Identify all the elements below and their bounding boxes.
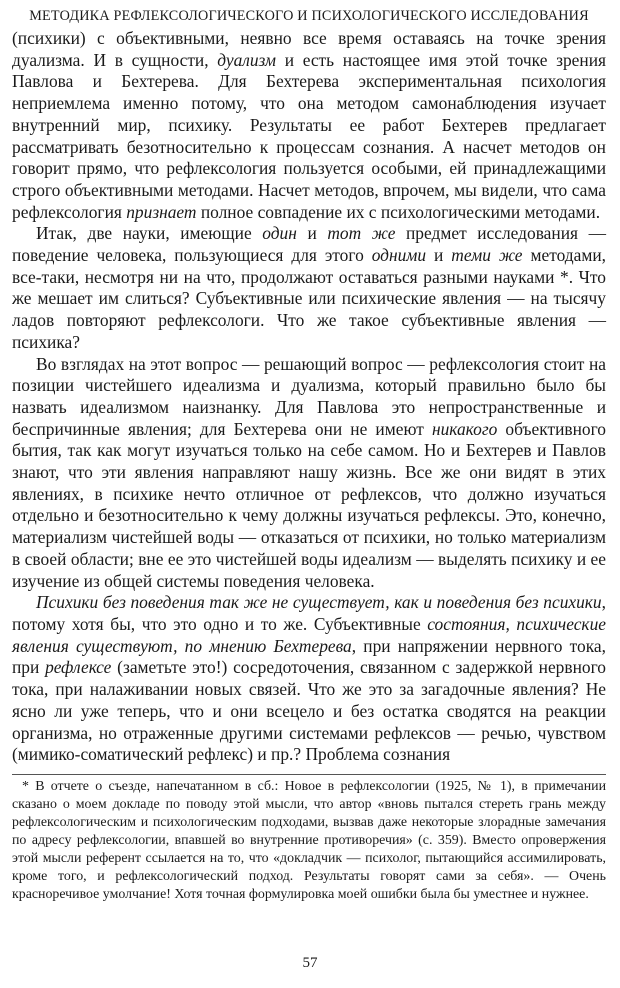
text-run: (психики) с объективными, неявно все время оставаясь на точке зрения дуализма. И в сущности, <box>12 28 606 70</box>
paragraph <box>12 223 606 353</box>
running-head: МЕТОДИКА РЕФЛЕКСОЛОГИЧЕСКОГО И ПСИХОЛОГИЧЕСКОГО ИССЛЕДОВАНИЯ <box>29 8 589 24</box>
italic-text: один <box>262 223 297 244</box>
text-run: , потому хотя бы, что это одно и то же. Субъективные <box>12 592 606 634</box>
italic-text: состояния, психические явления существуют, по мнению Бехтерева <box>12 613 606 656</box>
italic-text: дуализм <box>217 49 276 70</box>
text-run: и <box>426 245 452 266</box>
text-run: предмет исследования — поведение человека, пользующиеся для этого <box>12 223 606 266</box>
text-run: Во взглядах на этот вопрос — решающий вопрос — рефлексология стоит на позиции чистейшего идеализма и дуализма, который правильно было бы назвать идеализмом наизнанку. Для Павлова это непространственные и беспричинные явления; для Бехтерева они не имеют <box>12 353 606 439</box>
main-text <box>12 28 606 766</box>
text-run: объективного бытия, так как могут изучаться только на себе самом. Но и Бехтерев и Павлов знают, что эти явления направляют нашу жизнь. Все же они видят в этих явлениях, в психике нечто отличное от рефлексов, что должно изучаться отдельно и безотносительно к чему должны изучаться рефлексы. Это, конечно, материализм чистейшей воды — отказаться от психики, но только материализм в своей области; вне ее это чистейшей воды идеализм — выделять психику и ее изучение из общей системы поведения человека. <box>12 418 606 591</box>
text-run: , при напряжении нервного тока, при <box>12 635 606 678</box>
footnote: * В отчете о съезде, напечатанном в сб.: Новое в рефлексологии (1925, № 1), в примечании сказано о моем докладе по поводу этой мысли, что автор «вновь пытался стереть грань между рефлексологическим и психологическим подходами, вызвав даже некоторые злорадные замечания по адресу рефлексологии, впавшей во внутренние противоречия» (с. 359). Вместо опровержения этой мысли референт ссылается на то, что «докладчик — психолог, пытающийся ассимилировать, кроме того, и рефлексологический подход. Результаты говорят сами за себя». — Очень красноречивое умолчание! Хотя точная формулировка моей ошибки была бы уместнее и нужнее. <box>12 778 606 902</box>
text-run: (заметьте это!) сосредоточения, связанном с задержкой нервного тока, при налаживании новых связей. Что же это за загадочные явления? Не ясно ли уже теперь, что и они всецело и без остатка сводятся на реакции организма, но отраженные другими системами рефлексов — речью, чувством (мимико-соматический рефлекс) и пр.? Проблема сознания <box>12 657 606 765</box>
italic-text: Психики без поведения так же не существует, как и поведения без психики <box>36 592 602 613</box>
text-run: полное совпадение их с психологическими методами. <box>196 201 601 222</box>
text-run: методами, все-таки, несмотря ни на что, продолжают оставаться разными науками *. Что же мешает им слиться? Субъективные или психические явления — на тысячу ладов повторяют рефлексологи. Что же такое субъективные явления — психика? <box>12 245 606 352</box>
footnote-block <box>12 774 606 904</box>
italic-text: одними <box>371 245 427 266</box>
text-run: Итак, две науки, имеющие <box>36 223 263 244</box>
page-number: 57 <box>302 955 318 971</box>
paragraph <box>12 354 606 593</box>
italic-text: теми же <box>451 245 523 266</box>
italic-text: признает <box>126 201 197 222</box>
italic-text: рефлексе <box>45 657 112 678</box>
paragraph <box>12 28 606 223</box>
italic-text: никакого <box>431 418 498 439</box>
text-run: и есть настоящее имя этой точке зрения Павлова и Бехтерева. Для Бехтерева экспериментальная психология неприемлема именно потому, что она методом самонаблюдения изучает внутренний мир, психику. Результаты ее работ Бехтерев предлагает рассматривать безотносительно к процессам сознания. А насчет методов он говорит прямо, что рефлексология пользуется особыми, ей принадлежащими строго объективными методами. Насчет методов, впрочем, мы видели, что сама рефлексология <box>12 49 606 222</box>
italic-text: тот же <box>327 223 396 244</box>
text-run: и <box>296 223 328 244</box>
paragraph <box>12 592 606 766</box>
